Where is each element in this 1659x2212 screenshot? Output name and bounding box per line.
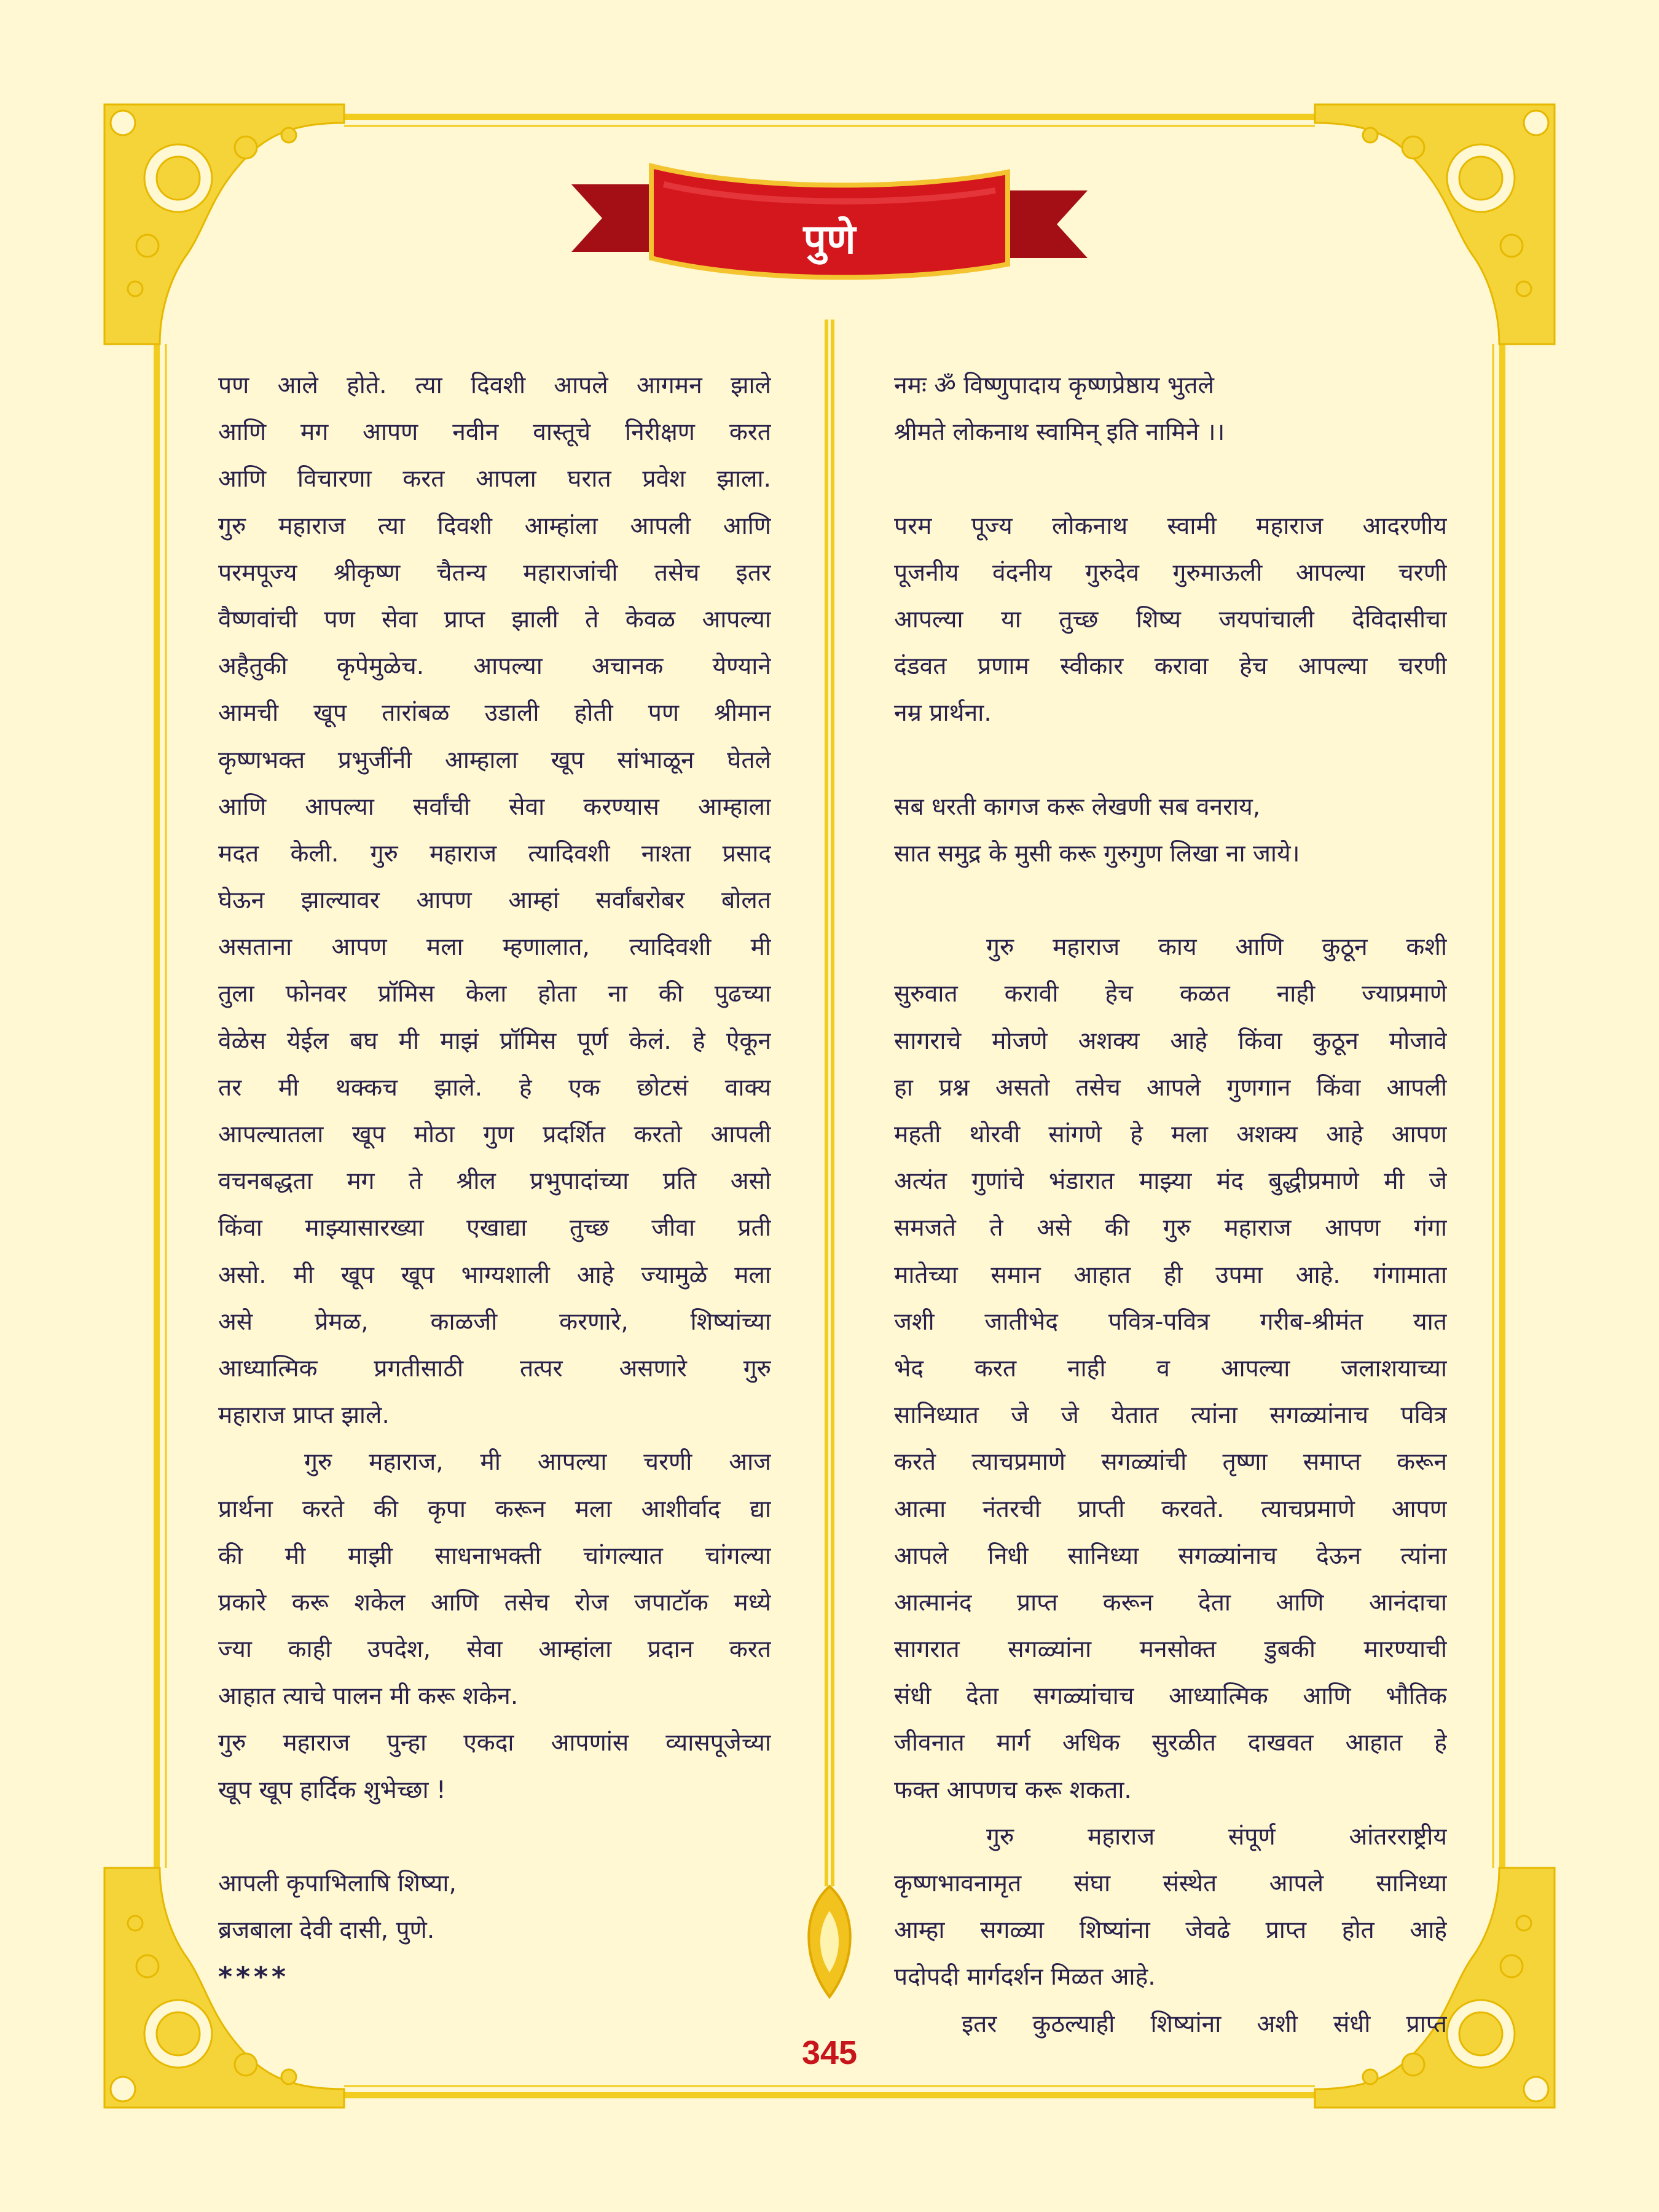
text-line: प्रकारे करू शकेल आणि तसेच रोज जपाटॉक मध्ये	[218, 1588, 771, 1617]
text-line: आपल्यातला खूप मोठा गुण प्रदर्शित करतो आपली	[218, 1121, 771, 1148]
text-line: तुला फोनवर प्रॉमिस केला होता ना की पुढच्या	[218, 980, 771, 1008]
text-line: आत्मा नंतरची प्राप्ती करवते. त्याचप्रमाणे आपण	[894, 1495, 1447, 1523]
text-line: भेद करत नाही व आपल्या जलाशयाच्या	[894, 1354, 1447, 1382]
text-line: असे प्रेमळ, काळजी करणारे, शिष्यांच्या	[218, 1308, 771, 1336]
text-line: सुरुवात करावी हेच कळत नाही ज्याप्रमाणे	[894, 980, 1447, 1008]
paragraph-gap	[894, 737, 1447, 784]
text-line: अत्यंत गुणांचे भंडारात माझ्या मंद बुद्धीप्रमाणे मी जे	[894, 1167, 1447, 1196]
text-line: किंवा माझ्यासारख्या एखाद्या तुच्छ जीवा प्रती	[218, 1214, 771, 1242]
asterisk-separator: ****	[218, 1961, 290, 1993]
text-line: आणि मग आपण नवीन वास्तूचे निरीक्षण करत	[218, 418, 771, 447]
text-line: गुरु महाराज काय आणि कुठून कशी	[986, 933, 1447, 962]
text-line: खूप खूप हार्दिक शुभेच्छा !	[218, 1776, 446, 1804]
text-line: जशी जातीभेद पवित्र-पवित्र गरीब-श्रीमंत यात	[894, 1308, 1447, 1336]
text-line: दंडवत प्रणाम स्वीकार करावा हेच आपल्या चरणी	[894, 653, 1447, 681]
page-title: पुणे	[803, 216, 856, 263]
text-line: मदत केली. गुरु महाराज त्यादिवशी नाश्ता प्रसाद	[218, 839, 771, 868]
text-line: प्रार्थना करते की कृपा करून मला आशीर्वाद द्या	[218, 1495, 771, 1523]
corner-ornament-top-left	[104, 104, 344, 344]
text-line: आणि आपल्या सर्वांची सेवा करण्यास आम्हाला	[218, 793, 771, 821]
text-line: करते त्याचप्रमाणे सगळ्यांची तृष्णा समाप्त करून	[894, 1448, 1447, 1477]
text-line: गुरु महाराज त्या दिवशी आम्हांला आपली आणि	[218, 512, 771, 540]
verse-line: सब धरती कागज करू लेखणी सब वनराय,	[894, 793, 1261, 821]
paragraph-gap	[218, 1814, 771, 1861]
text-line: समजते ते असे की गुरु महाराज आपण गंगा	[894, 1214, 1447, 1242]
text-line: वेळेस येईल बघ मी माझं प्रॉमिस पूर्ण केलं. हे ऐकून	[218, 1027, 771, 1055]
text-line: की मी माझी साधनाभक्ती चांगल्यात चांगल्या	[218, 1542, 771, 1570]
page-number: 345	[801, 2034, 858, 2071]
text-line: गुरु महाराज पुन्हा एकदा आपणांस व्यासपूजेच्या	[218, 1729, 771, 1757]
text-line: हा प्रश्न असतो तसेच आपले गुणगान किंवा आपली	[894, 1073, 1447, 1102]
text-line: आपले निधी सानिध्या सगळ्यांनाच देऊन त्यांना	[894, 1542, 1447, 1570]
text-line: वैष्णवांची पण सेवा प्राप्त झाली ते केवळ आपल्या	[218, 605, 771, 633]
text-line: महाराज प्राप्त झाले.	[218, 1402, 390, 1430]
text-line: पूजनीय वंदनीय गुरुदेव गुरुमाऊली आपल्या चरणी	[894, 559, 1447, 587]
text-line: आध्यात्मिक प्रगतीसाठी तत्पर असणारे गुरु	[218, 1354, 771, 1382]
text-line: घेऊन झाल्यावर आपण आम्हां सर्वांबरोबर बोलत	[218, 887, 771, 915]
text-line: फक्त आपणच करू शकता.	[894, 1776, 1132, 1804]
signature-line: ब्रजबाला देवी दासी, पुणे.	[218, 1916, 435, 1945]
text-line: पदोपदी मार्गदर्शन मिळत आहे.	[894, 1963, 1156, 1991]
text-line: नम्र प्रार्थना.	[894, 699, 992, 728]
text-line: इतर कुठल्याही शिष्यांना अशी संधी प्राप्त	[962, 2010, 1447, 2038]
text-line: वचनबद्धता मग ते श्रील प्रभुपादांच्या प्रति असो	[218, 1167, 771, 1196]
text-line: सानिध्यात जे जे येतात त्यांना सगळ्यांनाच पवित्र	[894, 1402, 1447, 1430]
text-line: असो. मी खूप खूप भाग्यशाली आहे ज्यामुळे मला	[218, 1261, 771, 1289]
mantra-line: नमः ॐ विष्णुपादाय कृष्णप्रेष्ठाय भुतले	[894, 372, 1214, 399]
text-line: आणि विचारणा करत आपला घरात प्रवेश झाला.	[218, 465, 771, 493]
text-line: अहैतुकी कृपेमुळेच. आपल्या अचानक येण्याने	[218, 653, 771, 681]
left-column	[218, 363, 771, 2001]
text-line: सागराचे मोजणे अशक्य आहे किंवा कुठून मोजावे	[894, 1027, 1447, 1055]
text-line: पण आले होते. त्या दिवशी आपले आगमन झाले	[218, 372, 771, 399]
text-line: परमपूज्य श्रीकृष्ण चैतन्य महाराजांची तसेच इतर	[218, 559, 771, 587]
paragraph-gap	[894, 877, 1447, 924]
text-line: ज्या काही उपदेश, सेवा आम्हांला प्रदान करत	[218, 1636, 771, 1664]
text-line: आपल्या या तुच्छ शिष्य जयपांचाली देविदासीचा	[894, 605, 1447, 633]
text-line: महती थोरवी सांगणे हे मला अशक्य आहे आपण	[894, 1121, 1447, 1148]
paragraph-gap	[894, 456, 1447, 503]
text-line: जीवनात मार्ग अधिक सुरळीत दाखवत आहात हे	[894, 1729, 1447, 1757]
text-line: आत्मानंद प्राप्त करून देता आणि आनंदाचा	[894, 1588, 1447, 1617]
text-line: तर मी थक्कच झाले. हे एक छोटसं वाक्य	[218, 1073, 771, 1102]
text-line: असताना आपण मला म्हणालात, त्यादिवशी मी	[218, 933, 771, 962]
text-line: मातेच्या समान आहात ही उपमा आहे. गंगामाता	[894, 1261, 1447, 1289]
verse-line: सात समुद्र के मुसी करू गुरुगुण लिखा ना जाये।	[894, 839, 1300, 868]
text-line: गुरु महाराज संपूर्ण आंतरराष्ट्रीय	[986, 1822, 1447, 1851]
text-line: आम्हा सगळ्या शिष्यांना जेवढे प्राप्त होत आहे	[894, 1916, 1447, 1945]
column-divider	[793, 313, 866, 2071]
signature-line: आपली कृपाभिलाषि शिष्या,	[218, 1870, 457, 1897]
corner-ornament-top-right	[1315, 104, 1555, 344]
text-line: सागरात सगळ्यांना मनसोक्त डुबकी मारण्याची	[894, 1636, 1447, 1664]
mantra-line: श्रीमते लोकनाथ स्वामिन् इति नामिने ।।	[894, 418, 1225, 447]
text-line: संधी देता सगळ्यांचाच आध्यात्मिक आणि भौतिक	[894, 1682, 1447, 1711]
right-column	[894, 363, 1447, 2048]
text-line: आमची खूप तारांबळ उडाली होती पण श्रीमान	[218, 699, 771, 728]
text-line: गुरु महाराज, मी आपल्या चरणी आज	[304, 1448, 771, 1477]
text-line: परम पूज्य लोकनाथ स्वामी महाराज आदरणीय	[894, 512, 1447, 540]
text-line: कृष्णभावनामृत संघा संस्थेत आपले सानिध्या	[894, 1870, 1447, 1897]
text-line: कृष्णभक्त प्रभुजींनी आम्हाला खूप सांभाळून घेतले	[218, 746, 771, 774]
text-line: आहात त्याचे पालन मी करू शकेन.	[218, 1682, 519, 1711]
